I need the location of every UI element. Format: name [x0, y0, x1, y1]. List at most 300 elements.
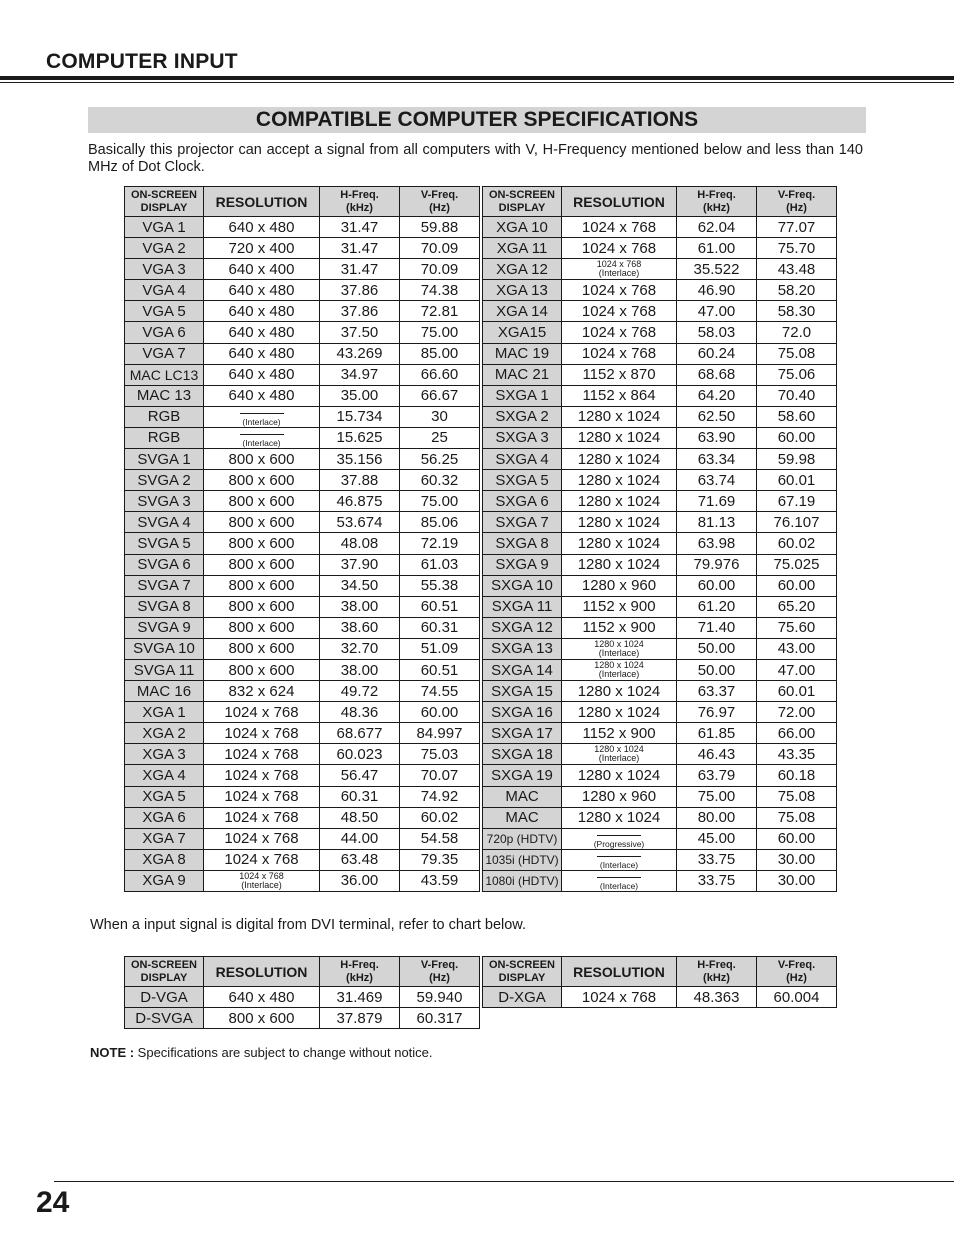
- col-header-resolution-text: RESOLUTION: [215, 193, 308, 210]
- cell-resolution: [562, 765, 677, 786]
- cell-resolution-value: 640 x 480: [228, 387, 295, 405]
- table-row: [483, 301, 837, 322]
- cell-vfreq: 60.004: [757, 987, 837, 1008]
- cell-resolution: [562, 322, 677, 343]
- table-row: [125, 343, 480, 364]
- table-row: [125, 301, 480, 322]
- cell-resolution: [562, 406, 677, 427]
- cell-resolution-value: 640 x 480: [228, 324, 295, 342]
- cell-hfreq: 15.625: [320, 427, 400, 448]
- cell-hfreq: 15.734: [320, 406, 400, 427]
- cell-vfreq: 43.00: [757, 638, 837, 659]
- cell-vfreq: 60.32: [400, 470, 480, 491]
- cell-hfreq: 38.00: [320, 596, 400, 617]
- cell-resolution-value: 800 x 600: [228, 661, 295, 679]
- cell-display: SXGA 2: [483, 406, 562, 427]
- cell-resolution-value: 1024 x 768: [224, 809, 299, 827]
- col-header-vfreq: [757, 957, 837, 987]
- cell-display: VGA 5: [125, 301, 204, 322]
- col-header-hfreq-text: H-Freq.: [340, 958, 379, 971]
- cell-hfreq: 63.37: [677, 681, 757, 702]
- cell-display: SXGA 12: [483, 617, 562, 638]
- cell-resolution-value: 1280 x 1024: [577, 471, 661, 489]
- table-row: [483, 491, 837, 512]
- cell-display: SVGA 10: [125, 638, 204, 659]
- cell-vfreq: 56.25: [400, 449, 480, 470]
- cell-vfreq: 74.55: [400, 681, 480, 702]
- table-row: [125, 449, 480, 470]
- cell-resolution-value: 832 x 624: [228, 682, 295, 700]
- cell-display: RGB: [125, 427, 204, 448]
- cell-resolution-value: 800 x 600: [228, 534, 295, 552]
- table-row: [125, 828, 480, 849]
- cell-resolution: [562, 217, 677, 238]
- cell-resolution: [204, 659, 320, 680]
- cell-display: SXGA 19: [483, 765, 562, 786]
- col-header-vfreq-text: V-Freq.: [777, 958, 816, 971]
- cell-resolution-note: (Progressive): [593, 838, 645, 849]
- cell-resolution-value: 640 x 480: [228, 281, 295, 299]
- cell-display: SVGA 3: [125, 491, 204, 512]
- col-header-hfreq-text: (kHz): [346, 201, 373, 214]
- table-row: [125, 638, 480, 659]
- cell-vfreq: 75.08: [757, 807, 837, 828]
- cell-vfreq: 75.00: [400, 322, 480, 343]
- cell-resolution-value: 1280 x 1024: [577, 809, 661, 827]
- cell-resolution-value: 800 x 600: [228, 619, 295, 637]
- col-header-display-text: ON-SCREEN: [130, 188, 197, 201]
- cell-hfreq: 37.50: [320, 322, 400, 343]
- overline: [597, 835, 641, 836]
- cell-vfreq: 66.67: [400, 385, 480, 406]
- col-header-hfreq: [320, 957, 400, 987]
- cell-resolution-value: 1024 x 768: [224, 788, 299, 806]
- cell-vfreq: 74.92: [400, 786, 480, 807]
- col-header-resolution: [562, 957, 677, 987]
- cell-display: MAC: [483, 786, 562, 807]
- cell-vfreq: 74.38: [400, 280, 480, 301]
- table-row: [125, 364, 480, 385]
- overline: [597, 877, 641, 878]
- cell-hfreq: 31.47: [320, 238, 400, 259]
- cell-vfreq: 58.60: [757, 406, 837, 427]
- table-row: [125, 470, 480, 491]
- cell-resolution-value: 1024 x 768: [224, 830, 299, 848]
- col-header-display: [125, 187, 204, 217]
- cell-resolution-value: 1280 x 1024: [577, 534, 661, 552]
- cell-resolution: [204, 385, 320, 406]
- cell-resolution: [204, 512, 320, 533]
- col-header-display-text: DISPLAY: [498, 201, 546, 214]
- col-header-vfreq-text: (Hz): [429, 971, 450, 984]
- cell-vfreq: 60.51: [400, 596, 480, 617]
- cell-vfreq: 60.01: [757, 681, 837, 702]
- cell-resolution-value: 640 x 400: [228, 260, 295, 278]
- cell-hfreq: 48.50: [320, 807, 400, 828]
- cell-vfreq: 60.00: [757, 575, 837, 596]
- cell-resolution: [562, 238, 677, 259]
- cell-hfreq: 38.00: [320, 659, 400, 680]
- cell-hfreq: 63.48: [320, 849, 400, 870]
- cell-vfreq: 43.35: [757, 744, 837, 765]
- cell-display: XGA 7: [125, 828, 204, 849]
- cell-display: SXGA 6: [483, 491, 562, 512]
- col-header-vfreq-text: V-Freq.: [420, 188, 459, 201]
- cell-resolution-value: 1024 x 768: [581, 218, 657, 236]
- table-row: [125, 575, 480, 596]
- cell-hfreq: 36.00: [320, 870, 400, 891]
- table-row: [125, 849, 480, 870]
- cell-hfreq: 60.24: [677, 343, 757, 364]
- table-row: [483, 702, 837, 723]
- cell-resolution-value: 1024 x 768: [224, 724, 299, 742]
- col-header-resolution-text: RESOLUTION: [573, 193, 665, 210]
- cell-resolution: [562, 617, 677, 638]
- cell-vfreq: 60.317: [400, 1008, 480, 1029]
- cell-resolution-value: 800 x 600: [228, 598, 295, 616]
- table-row: [125, 238, 480, 259]
- col-header-display: [125, 957, 204, 987]
- cell-display: XGA 2: [125, 723, 204, 744]
- cell-resolution: [562, 301, 677, 322]
- table-row: [483, 449, 837, 470]
- cell-display: VGA 6: [125, 322, 204, 343]
- cell-vfreq: 43.59: [400, 870, 480, 891]
- cell-resolution: [204, 723, 320, 744]
- cell-vfreq: 60.01: [757, 470, 837, 491]
- cell-vfreq: 75.00: [400, 491, 480, 512]
- col-header-resolution: [562, 187, 677, 217]
- cell-display: XGA15: [483, 322, 562, 343]
- table-row: [125, 491, 480, 512]
- cell-resolution: [204, 364, 320, 385]
- cell-resolution-value: 800 x 600: [228, 471, 295, 489]
- cell-display: SXGA 3: [483, 427, 562, 448]
- cell-vfreq: 60.31: [400, 617, 480, 638]
- cell-vfreq: 60.02: [757, 533, 837, 554]
- cell-display: SVGA 1: [125, 449, 204, 470]
- cell-hfreq: 61.20: [677, 596, 757, 617]
- cell-resolution: [204, 987, 320, 1008]
- table-row: [483, 617, 837, 638]
- col-header-hfreq-text: (kHz): [703, 971, 730, 984]
- cell-vfreq: 76.107: [757, 512, 837, 533]
- col-header-display-text: ON-SCREEN: [130, 958, 197, 971]
- cell-resolution-value: 1280 x 1024: [577, 513, 661, 531]
- cell-resolution-value: 640 x 480: [228, 988, 295, 1006]
- cell-hfreq: 63.98: [677, 533, 757, 554]
- table-row: [125, 744, 480, 765]
- cell-vfreq: 30.00: [757, 870, 837, 891]
- cell-hfreq: 33.75: [677, 870, 757, 891]
- cell-display: XGA 13: [483, 280, 562, 301]
- cell-vfreq: 60.51: [400, 659, 480, 680]
- footnote-label: NOTE :: [90, 1045, 135, 1060]
- cell-vfreq: 72.0: [757, 322, 837, 343]
- cell-resolution: [562, 491, 677, 512]
- table-row: [483, 533, 837, 554]
- table-row: [483, 765, 837, 786]
- cell-vfreq: 58.20: [757, 280, 837, 301]
- cell-resolution: [562, 343, 677, 364]
- table-row: [125, 617, 480, 638]
- cell-resolution: [204, 427, 320, 448]
- table-row: [483, 723, 837, 744]
- table-row: [483, 427, 837, 448]
- cell-hfreq: 63.79: [677, 765, 757, 786]
- cell-resolution-value: 1152 x 900: [582, 724, 656, 742]
- cell-display: XGA 10: [483, 217, 562, 238]
- cell-resolution: [204, 807, 320, 828]
- cell-display: XGA 8: [125, 849, 204, 870]
- intro-paragraph: Basically this projector can accept a signal from all computers with V, H-Frequency mentioned below and less than 140 MHz of Dot Clock.: [88, 142, 863, 175]
- cell-resolution: [204, 744, 320, 765]
- col-header-resolution-text: RESOLUTION: [215, 963, 308, 980]
- cell-resolution: [562, 280, 677, 301]
- cell-display: SXGA 17: [483, 723, 562, 744]
- cell-resolution-note: (Interlace): [599, 859, 639, 870]
- cell-vfreq: 72.81: [400, 301, 480, 322]
- header-row: [125, 957, 480, 987]
- cell-display: RGB: [125, 406, 204, 427]
- table-row: [125, 987, 480, 1008]
- cell-vfreq: 75.06: [757, 364, 837, 385]
- cell-hfreq: 45.00: [677, 828, 757, 849]
- cell-resolution: [562, 849, 677, 870]
- col-header-hfreq: [320, 187, 400, 217]
- cell-resolution: [204, 449, 320, 470]
- cell-display: SVGA 5: [125, 533, 204, 554]
- cell-vfreq: 61.03: [400, 554, 480, 575]
- cell-display: SXGA 11: [483, 596, 562, 617]
- cell-resolution: [204, 491, 320, 512]
- cell-hfreq: 44.00: [320, 828, 400, 849]
- cell-resolution: [562, 575, 677, 596]
- cell-resolution-note: (Interlace): [241, 879, 282, 890]
- table-row: [125, 702, 480, 723]
- footer-rule: [54, 1181, 954, 1182]
- cell-resolution-value: 1024 x 768: [581, 324, 657, 342]
- col-header-hfreq-text: H-Freq.: [697, 188, 736, 201]
- cell-resolution: [204, 681, 320, 702]
- cell-hfreq: 63.34: [677, 449, 757, 470]
- table-row: [483, 828, 837, 849]
- col-header-vfreq: [400, 187, 480, 217]
- cell-display: SXGA 13: [483, 638, 562, 659]
- cell-resolution-value: 1152 x 864: [582, 387, 656, 405]
- col-header-vfreq-text: V-Freq.: [777, 188, 816, 201]
- cell-vfreq: 30.00: [757, 849, 837, 870]
- cell-resolution-note: (Interlace): [598, 669, 640, 680]
- cell-vfreq: 67.19: [757, 491, 837, 512]
- cell-resolution-value: 1152 x 900: [582, 619, 656, 637]
- cell-display: XGA 6: [125, 807, 204, 828]
- cell-resolution-value: 1280 x 1024: [577, 556, 661, 574]
- cell-display: SXGA 5: [483, 470, 562, 491]
- dvi-table-left: [124, 956, 480, 1029]
- table-row: [483, 385, 837, 406]
- col-header-vfreq-text: (Hz): [786, 971, 807, 984]
- cell-resolution-value: 1280 x 1024: [577, 450, 661, 468]
- cell-vfreq: 75.60: [757, 617, 837, 638]
- header-rule: [0, 76, 954, 80]
- cell-resolution-note: (Interlace): [598, 753, 640, 764]
- cell-resolution: [204, 765, 320, 786]
- col-header-display-text: DISPLAY: [140, 971, 188, 984]
- cell-resolution-value: 1280 x 1024: [577, 703, 661, 721]
- cell-resolution-value: 1280 x 1024: [577, 492, 661, 510]
- cell-vfreq: 30: [400, 406, 480, 427]
- cell-vfreq: 75.03: [400, 744, 480, 765]
- cell-vfreq: 55.38: [400, 575, 480, 596]
- cell-resolution-value: 640 x 480: [228, 345, 295, 363]
- cell-hfreq: 48.363: [677, 987, 757, 1008]
- cell-display: SXGA 15: [483, 681, 562, 702]
- cell-display: MAC 13: [125, 385, 204, 406]
- cell-resolution: [562, 427, 677, 448]
- cell-resolution-value: 800 x 600: [228, 450, 295, 468]
- cell-vfreq: 72.19: [400, 533, 480, 554]
- table-row: [125, 217, 480, 238]
- cell-display: SXGA 9: [483, 554, 562, 575]
- cell-hfreq: 48.08: [320, 533, 400, 554]
- col-header-resolution: [204, 957, 320, 987]
- cell-vfreq: 58.30: [757, 301, 837, 322]
- cell-display: SXGA 10: [483, 575, 562, 596]
- table-row: [483, 280, 837, 301]
- cell-hfreq: 56.47: [320, 765, 400, 786]
- cell-display: VGA 7: [125, 343, 204, 364]
- table-row: [483, 638, 837, 659]
- cell-vfreq: 77.07: [757, 217, 837, 238]
- cell-vfreq: 84.997: [400, 723, 480, 744]
- col-header-display-text: DISPLAY: [140, 201, 188, 214]
- cell-resolution-value: 1280 x 1024: [577, 429, 661, 447]
- dvi-intro: When a input signal is digital from DVI terminal, refer to chart below.: [90, 917, 526, 933]
- cell-resolution-note: (Interlace): [242, 437, 281, 448]
- table-row: [483, 554, 837, 575]
- spec-table-left: [124, 186, 480, 892]
- cell-display: MAC LC13: [125, 364, 204, 385]
- cell-hfreq: 33.75: [677, 849, 757, 870]
- spec-table-right: [482, 186, 837, 892]
- col-header-hfreq-text: (kHz): [703, 201, 730, 214]
- cell-resolution: [562, 786, 677, 807]
- cell-hfreq: 48.36: [320, 702, 400, 723]
- overline: [597, 856, 641, 857]
- cell-vfreq: 59.88: [400, 217, 480, 238]
- cell-display: XGA 1: [125, 702, 204, 723]
- cell-hfreq: 64.20: [677, 385, 757, 406]
- table-row: [483, 575, 837, 596]
- cell-resolution: [204, 533, 320, 554]
- cell-hfreq: 46.43: [677, 744, 757, 765]
- cell-vfreq: 43.48: [757, 259, 837, 280]
- cell-resolution: [204, 554, 320, 575]
- cell-display: VGA 2: [125, 238, 204, 259]
- table-row: [483, 322, 837, 343]
- cell-display: XGA 11: [483, 238, 562, 259]
- cell-display: SXGA 8: [483, 533, 562, 554]
- cell-resolution: [562, 723, 677, 744]
- cell-hfreq: 34.50: [320, 575, 400, 596]
- cell-vfreq: 70.07: [400, 765, 480, 786]
- cell-resolution: [562, 659, 677, 680]
- cell-vfreq: 51.09: [400, 638, 480, 659]
- cell-hfreq: 68.677: [320, 723, 400, 744]
- cell-hfreq: 63.74: [677, 470, 757, 491]
- cell-hfreq: 76.97: [677, 702, 757, 723]
- cell-resolution-note: (Interlace): [598, 268, 640, 279]
- cell-resolution-value: 800 x 600: [228, 640, 295, 658]
- cell-display: MAC 19: [483, 343, 562, 364]
- table-row: [483, 987, 837, 1008]
- cell-resolution: [204, 343, 320, 364]
- cell-display: SVGA 7: [125, 575, 204, 596]
- table-row: [483, 807, 837, 828]
- cell-vfreq: 85.00: [400, 343, 480, 364]
- cell-hfreq: 37.88: [320, 470, 400, 491]
- cell-resolution: [204, 786, 320, 807]
- header-rule-thin: [0, 82, 954, 83]
- cell-hfreq: 63.90: [677, 427, 757, 448]
- cell-resolution-value: 1280 x 1024: [594, 744, 644, 755]
- cell-hfreq: 34.97: [320, 364, 400, 385]
- table-row: [483, 870, 837, 891]
- cell-resolution-value: 1024 x 768: [224, 851, 299, 869]
- cell-resolution-value: 800 x 600: [228, 513, 295, 531]
- cell-vfreq: 70.09: [400, 238, 480, 259]
- cell-resolution-note: (Interlace): [242, 416, 281, 427]
- cell-hfreq: 43.269: [320, 343, 400, 364]
- cell-display: SXGA 14: [483, 659, 562, 680]
- table-row: [483, 659, 837, 680]
- cell-vfreq: 75.70: [757, 238, 837, 259]
- cell-resolution-value: 1280 x 1024: [594, 660, 644, 671]
- cell-display: XGA 12: [483, 259, 562, 280]
- col-header-hfreq: [677, 957, 757, 987]
- cell-hfreq: 31.47: [320, 217, 400, 238]
- cell-display: SVGA 6: [125, 554, 204, 575]
- table-row: [125, 554, 480, 575]
- cell-display: SXGA 1: [483, 385, 562, 406]
- cell-hfreq: 50.00: [677, 659, 757, 680]
- cell-resolution: [562, 828, 677, 849]
- col-header-vfreq-text: V-Freq.: [420, 958, 459, 971]
- table-row: [483, 786, 837, 807]
- table-row: [483, 744, 837, 765]
- cell-display: MAC: [483, 807, 562, 828]
- cell-resolution-value: 1280 x 1024: [577, 766, 661, 784]
- footnote: [90, 1045, 433, 1060]
- col-header-vfreq: [757, 187, 837, 217]
- cell-display: SXGA 18: [483, 744, 562, 765]
- cell-display: XGA 3: [125, 744, 204, 765]
- cell-resolution-value: 800 x 600: [228, 492, 295, 510]
- table-row: [125, 533, 480, 554]
- cell-vfreq: 75.025: [757, 554, 837, 575]
- cell-display: XGA 14: [483, 301, 562, 322]
- cell-resolution-value: 1024 x 768: [596, 259, 642, 270]
- cell-resolution: [562, 449, 677, 470]
- cell-resolution-value: 640 x 480: [228, 218, 295, 236]
- cell-resolution-value: 640 x 480: [228, 302, 295, 320]
- cell-resolution-value: 1280 x 960: [581, 788, 657, 806]
- cell-hfreq: 62.50: [677, 406, 757, 427]
- col-header-display: [483, 957, 562, 987]
- cell-vfreq: 70.09: [400, 259, 480, 280]
- overline: [240, 434, 284, 435]
